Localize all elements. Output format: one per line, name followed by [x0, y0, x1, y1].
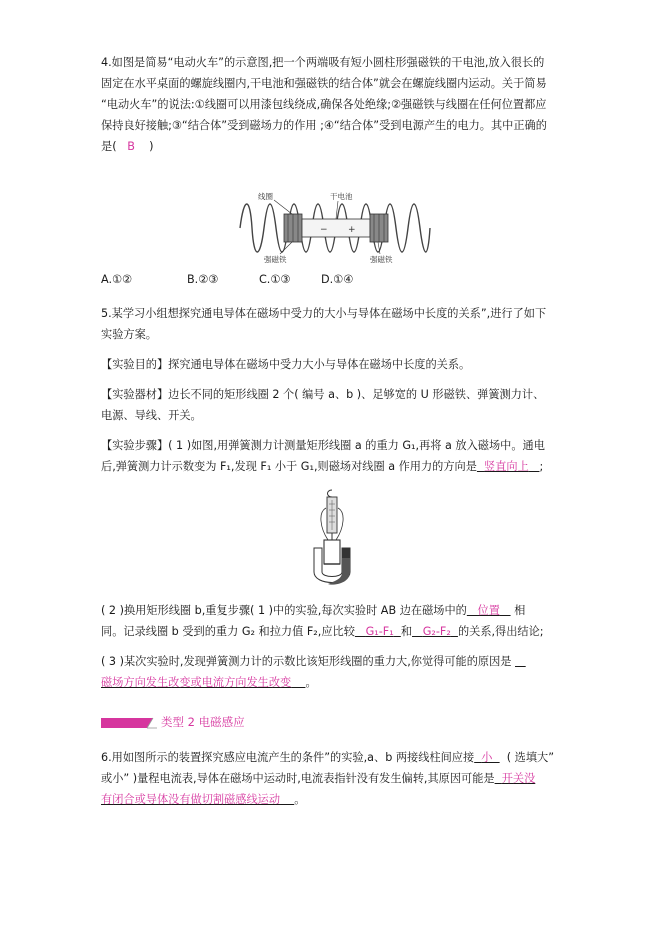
- q5-step3-1: [101, 651, 561, 672]
- q5-step1-1: [101, 435, 561, 456]
- step2-answer-3: G₂-F₂: [422, 625, 451, 638]
- section-header: [101, 714, 261, 732]
- spring-balance-figure: [298, 488, 358, 590]
- step2-answer-2: G₁-F₁: [365, 625, 394, 638]
- label-coil: 线圈: [258, 192, 273, 201]
- q6-text-1b: ( 选填大”: [506, 751, 555, 764]
- equip-label: 【实验器材】: [101, 388, 169, 401]
- q4-line-4: 保持良好接触;③“结合体”受到磁场力的作用 ;④“结合体”受到电源产生的电力。其中正确的: [101, 119, 547, 132]
- q4-prefix: 是(: [101, 140, 117, 153]
- q5-step3-2: [101, 672, 561, 693]
- q5-equip-1: [101, 384, 561, 405]
- step3-answer: 磁场方向发生改变或电流方向发生改变: [101, 676, 292, 689]
- step2-text-1b: 相: [514, 604, 526, 617]
- q4-line-1: 4.如图是简易“电动火车”的示意图,把一个两端吸有短小圆柱形强磁铁的干电池,放入很长的: [101, 56, 545, 69]
- sign-plus: +: [348, 225, 356, 235]
- q5-line-2: 实验方案。: [101, 328, 157, 341]
- step1-text-2: 后,弹簧测力计示数变为 F₁,发现 F₁ 小于 G₁,则磁场对线圈 a 作用力的方向是: [101, 460, 477, 473]
- q4-option-d: D.①④: [321, 273, 354, 286]
- step2-text-2: 同。记录线圈 b 受到的重力 G₂ 和拉力值 F₂,应比较: [101, 625, 355, 638]
- q4-option-b: B.②③: [187, 273, 219, 286]
- q5-step2-1: [101, 600, 561, 621]
- steps-label: 【实验步骤】: [101, 439, 169, 452]
- equip-text-1: 边长不同的矩形线圈 2 个( 编号 a、b )、足够宽的 U 形磁铁、弹簧测力计、: [168, 388, 545, 401]
- q6-answer-2a: 开关没: [501, 772, 536, 785]
- q6-line-1: [101, 747, 561, 768]
- q4-line-3: “电动火车”的说法:①线圈可以用漆包线绕成,确保各处绝缘;②强磁铁与线圈在任何位置都应: [101, 98, 547, 111]
- q5-equip-2: 电源、导线、开关。: [101, 409, 202, 422]
- q5-line-1: 5.某学习小组想探究通电导体在磁场中受力的大小与导体在磁场中长度的关系”,进行了如下: [101, 307, 547, 320]
- purpose-label: 【实验目的】: [101, 358, 169, 371]
- step1-text-1: ( 1 )如图,用弹簧测力计测量矩形线圈 a 的重力 G₁,再将 a 放入磁场中。通电: [168, 439, 545, 452]
- q6-line-3: [101, 789, 561, 810]
- section-tag-icon: [101, 716, 161, 730]
- q6-line-2: [101, 768, 561, 789]
- q4-answer: B: [127, 140, 135, 153]
- step2-and: 和: [400, 625, 413, 638]
- purpose-text: 探究通电导体在磁场中受力大小与导体在磁场中长度的关系。: [168, 358, 471, 371]
- q5-step1-2: [101, 456, 561, 477]
- q5-purpose: [101, 354, 561, 375]
- q6-answer-2b: 有闭合或导体没有做切割磁感线运动: [101, 793, 281, 806]
- q6-text-2: 或小” )量程电流表,导体在磁场中运动时,电流表指针没有发生偏转,其原因可能是: [101, 772, 495, 785]
- step2-text-1: ( 2 )换用矩形线圈 b,重复步骤( 1 )中的实验,每次实验时 AB 边在磁场中的: [101, 604, 467, 617]
- q4-option-a: A.①②: [101, 273, 133, 286]
- q6-end: 。: [294, 793, 306, 806]
- battery: [302, 219, 370, 237]
- q4-line-5: [101, 136, 561, 157]
- step2-answer-1: 位置: [477, 604, 500, 617]
- q5-step2-2: [101, 621, 561, 642]
- label-magnet-left: 强磁铁: [264, 255, 287, 264]
- q4-option-c: C.①③: [259, 273, 291, 286]
- step1-end: ;: [539, 460, 544, 473]
- label-magnet-right: 强磁铁: [370, 255, 393, 264]
- label-battery: 干电池: [330, 192, 353, 201]
- step2-end: 的关系,得出结论;: [457, 625, 544, 638]
- section-label: 类型 2 电磁感应: [161, 715, 245, 729]
- step3-end: 。: [305, 676, 317, 689]
- q4-line-2: 固定在水平桌面的螺旋线圈内,干电池和强磁铁的结合体”就会在螺旋线圈内运动。关于简易: [101, 77, 547, 90]
- q6-answer-1: 小: [481, 751, 493, 764]
- step3-text-1: ( 3 )某次实验时,发现弹簧测力计的示数比该矩形线圈的重力大,你觉得可能的原因是: [101, 655, 512, 668]
- step1-answer: 竖直向上: [484, 460, 529, 473]
- sign-minus: −: [320, 225, 328, 235]
- q6-text-1: 6.用如图所示的装置探究感应电流产生的条件”的实验,a、b 两接线柱间应接: [101, 751, 475, 764]
- q4-suffix: ): [149, 140, 154, 153]
- electric-train-figure: [236, 188, 432, 266]
